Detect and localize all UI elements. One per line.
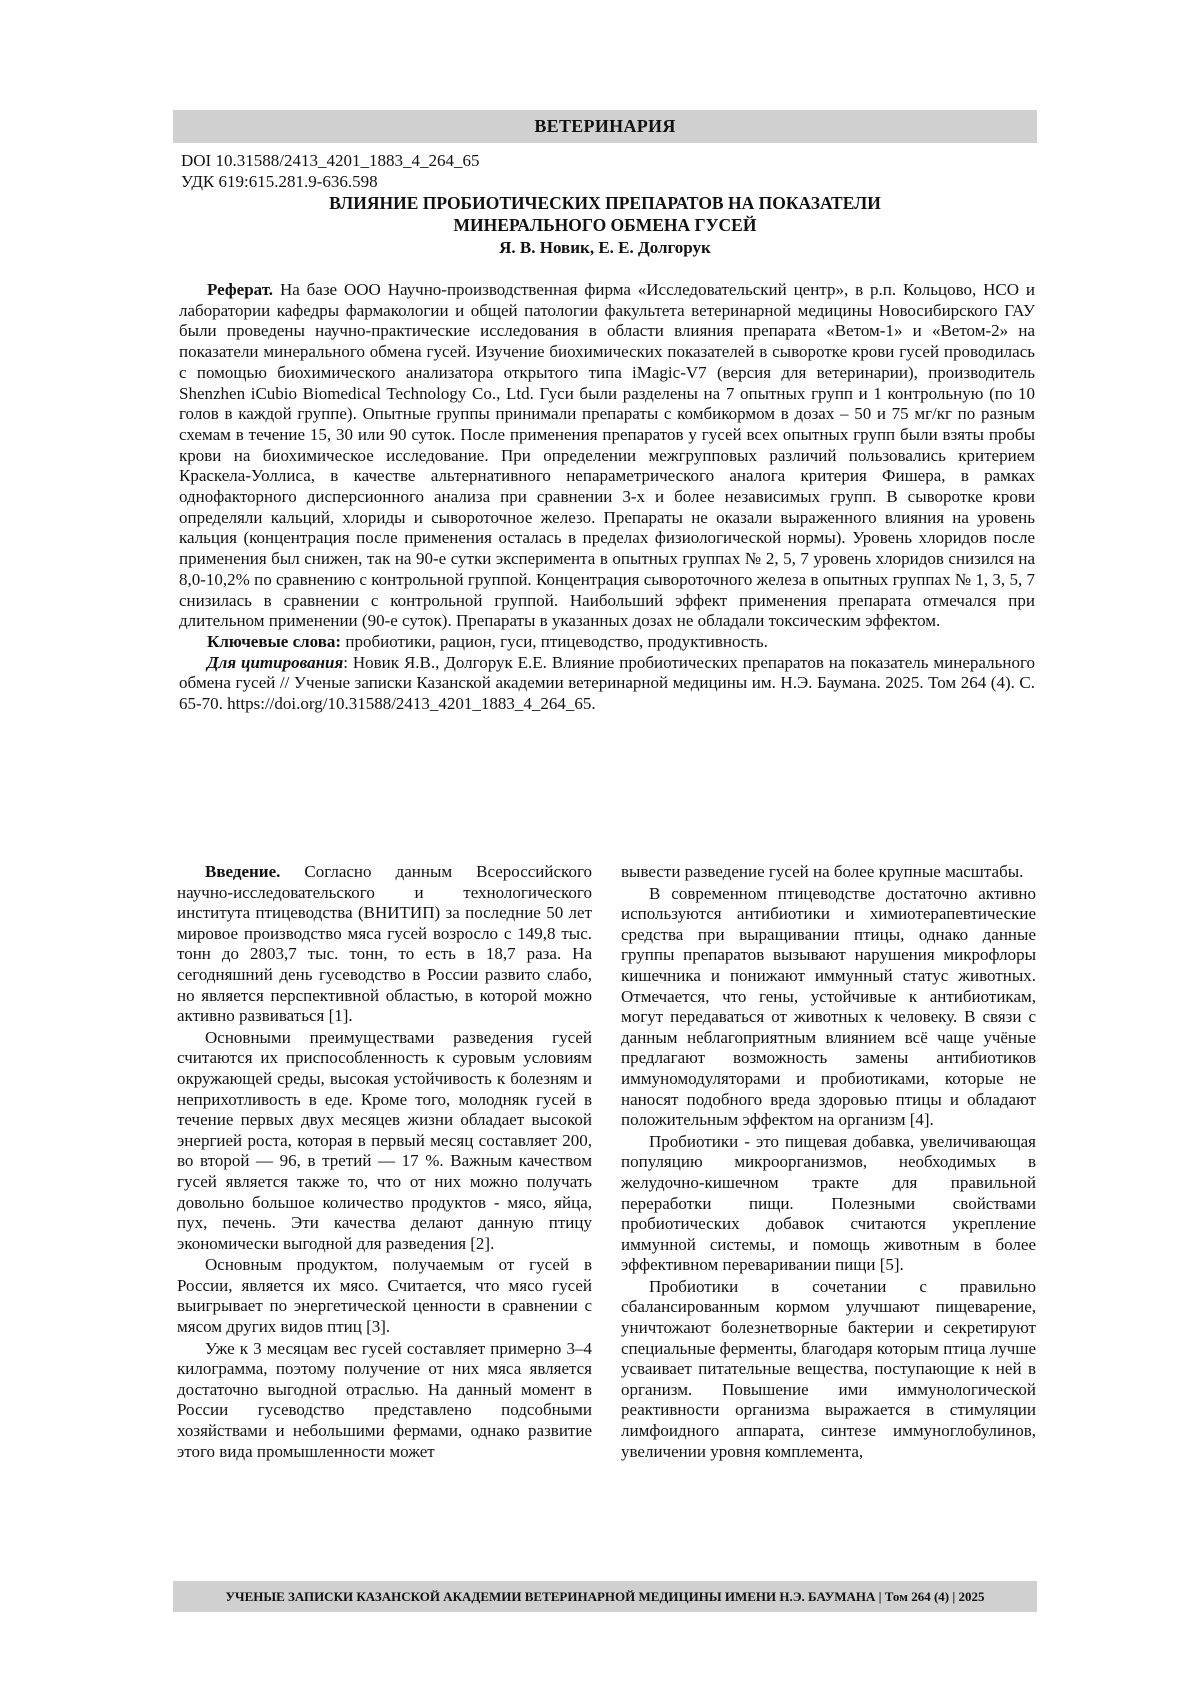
abstract-text: На базе ООО Научно-производственная фирма «Исследовательский центр», в р.п. Кольцово, НСО и лаборатории кафедры фармакологии и общей патологии факультета ветеринарной медицины Новосибирского ГАУ были проведены научно-практические исследования в области влияния препарата «Ветом-1» и «Ветом-2» на показатели минерального обмена гусей. Изучение биохимических показателей в сыворотке крови гусей проводилась с помощью биохимического анализатора открытого типа iMagic-V7 (версия для ветеринарии), производитель Shenzhen iCubio Biomedical Technology Co., Ltd. Гуси были разделены на 7 опытных групп и 1 контрольную (по 10 голов в каждой группе). Опытные группы принимали препараты с комбикормом в дозах – 50 и 75 мг/кг по разным схемам в течение 15, 30 или 90 суток. После применения препаратов у гусей всех опытных групп были взяты пробы крови на биохимическое исследование. При определении межгрупповых различий пользовались критерием Краскела-Уоллиса, в качестве альтернативного непараметрического аналога критерия Фишера, в рамках однофакторного дисперсионного анализа при сравнении 3-х и более независимых групп. В сыворотке крови определяли кальций, хлориды и сывороточное железо. Препараты не оказали выраженного влияния на уровень кальция (концентрация после применения осталась в пределах физиологической нормы). Уровень хлоридов после применения был снижен, так на 90-е сутки эксперимента в опытных группах № 2, 5, 7 уровень хлоридов снизился на 8,0-10,2% по сравнению с контрольной группой. Концентрация сывороточного железа в опытных группах № 1, 3, 5, 7 снизилась в сравнении с контрольной группой. Наибольший эффект применения препарата отмечался при длительном применении (90-е суток). Препараты в указанных дозах не обладали токсическим эффектом. bbox=[179, 280, 1035, 631]
abstract-label: Реферат. bbox=[207, 280, 274, 299]
keywords-paragraph bbox=[179, 632, 1035, 653]
journal-footer bbox=[173, 1581, 1037, 1612]
intro-text: Согласно данным Всероссийского научно-исследовательского и технологического института птицеводства (ВНИТИП) за последние 50 лет мировое производство мяса гусей возросло с 149,8 тыс. тонн до 2803,7 тыс. тонн, то есть в 18,7 раза. На сегодняшний день гусеводство в России развито слабо, но является перспективной областью, в которой можно активно развиваться [1]. bbox=[177, 862, 592, 1026]
section-header bbox=[173, 110, 1037, 143]
abstract-paragraph bbox=[179, 280, 1035, 632]
body-paragraph: Пробиотики - это пищевая добавка, увеличивающая популяцию микроорганизмов, необходимых в желудочно-кишечном тракте для правильной переработки пищи. Полезными свойствами пробиотических добавок считаются укрепление иммунной системы, и помощь животным в более эффективном переваривании пищи [5]. bbox=[621, 1131, 1036, 1275]
body-paragraph: Основным продуктом, получаемым от гусей в России, является их мясо. Считается, что мясо гусей выигрывает по энергетической ценности в сравнении с мясом других видов птиц [3]. bbox=[177, 1255, 592, 1337]
article-authors: Я. В. Новик, Е. Е. Долгорук bbox=[499, 238, 711, 257]
body-paragraph-continued: вывести разведение гусей на более крупные масштабы. bbox=[621, 862, 1024, 881]
footer-text: УЧЕНЫЕ ЗАПИСКИ КАЗАНСКОЙ АКАДЕМИИ ВЕТЕРИНАРНОЙ МЕДИЦИНЫ ИМЕНИ Н.Э. БАУМАНА | Том 264 (4) | 2025 bbox=[225, 1589, 985, 1604]
article-identifiers bbox=[181, 150, 479, 192]
doi: DOI 10.31588/2413_4201_1883_4_264_65 bbox=[181, 151, 480, 170]
udk: УДК 619:615.281.9-636.598 bbox=[181, 172, 378, 191]
keywords-label: Ключевые слова: bbox=[207, 631, 342, 651]
intro-label: Введение. bbox=[205, 862, 281, 881]
body-paragraph: Пробиотики в сочетании с правильно сбалансированным кормом улучшают пищеварение, уничтожают болезнетворные бактерии и секретируют специальные ферменты, благодаря которым птица лучше усваивает питательные вещества, поступающие к ней в организм. Повышение ими иммунологической реактивности организма выражается в стимуляции лимфоидного аппарата, синтезе иммуноглобулинов, увеличении уровня комплемента, bbox=[621, 1276, 1036, 1461]
body-paragraph: В современном птицеводстве достаточно активно используются антибиотики и химиотерапевтические средства при выращивании птицы, однако данные группы препаратов вызывают нарушения микрофлоры кишечника и понижают иммунный статус животных. Отмечается, что гены, устойчивые к антибиотикам, могут передаваться от животных к человеку. В связи с данным неблагоприятным влиянием всё чаще учёные предлагают возможность замены антибиотиков иммуномодуляторами и пробиотиками, которые не наносят подобного вреда здоровью птицы и обладают положительным эффектом на организм [4]. bbox=[621, 883, 1036, 1130]
citation-label: Для цитирования bbox=[207, 652, 344, 672]
intro-paragraph bbox=[177, 862, 592, 1027]
abstract-block bbox=[179, 280, 1035, 715]
citation-text: : Новик Я.В., Долгорук Е.Е. Влияние пробиотических препаратов на показатель минерального обмена гусей // Ученые записки Казанской академии ветеринарной медицины им. Н.Э. Баумана. 2025. Том 264 (4). С. 65-70. https://doi.org/10.31588/2413_4201_1883_4_264_65. bbox=[179, 652, 1035, 714]
title-line-2: МИНЕРАЛЬНОГО ОБМЕНА ГУСЕЙ bbox=[453, 215, 757, 235]
body-paragraph: Уже к 3 месяцам вес гусей составляет примерно 3–4 килограмма, поэтому получение от них мяса является достаточно выгодной отраслью. На данный момент в России гусеводство представлено подсобными хозяйствами и небольшими фермами, однако развитие этого вида промышленности может bbox=[177, 1338, 592, 1461]
section-title: ВЕТЕРИНАРИЯ bbox=[534, 116, 676, 136]
citation-paragraph bbox=[179, 653, 1035, 715]
body-columns bbox=[173, 862, 1037, 1582]
left-column bbox=[177, 862, 592, 1463]
keywords-text: пробиотики, рацион, гуси, птицеводство, продуктивность. bbox=[341, 631, 768, 651]
body-paragraph: Основными преимуществами разведения гусей считаются их приспособленность к суровым условиям окружающей среды, высокая устойчивость к болезням и неприхотливость в еде. Кроме того, молодняк гусей в течение первых двух месяцев жизни обладает высокой энергией роста, которая в первый месяц составляет 200, во второй — 96, в третий — 17 %. Важным качеством гусей является также то, что от них можно получать довольно большое количество продуктов - мясо, яйца, пух, печень. Эти качества делают данную птицу экономически выгодной для разведения [2]. bbox=[177, 1027, 592, 1253]
title-line-1: ВЛИЯНИЕ ПРОБИОТИЧЕСКИХ ПРЕПАРАТОВ НА ПОКАЗАТЕЛИ bbox=[329, 193, 881, 213]
right-column bbox=[621, 862, 1036, 1463]
article-title bbox=[173, 192, 1037, 236]
